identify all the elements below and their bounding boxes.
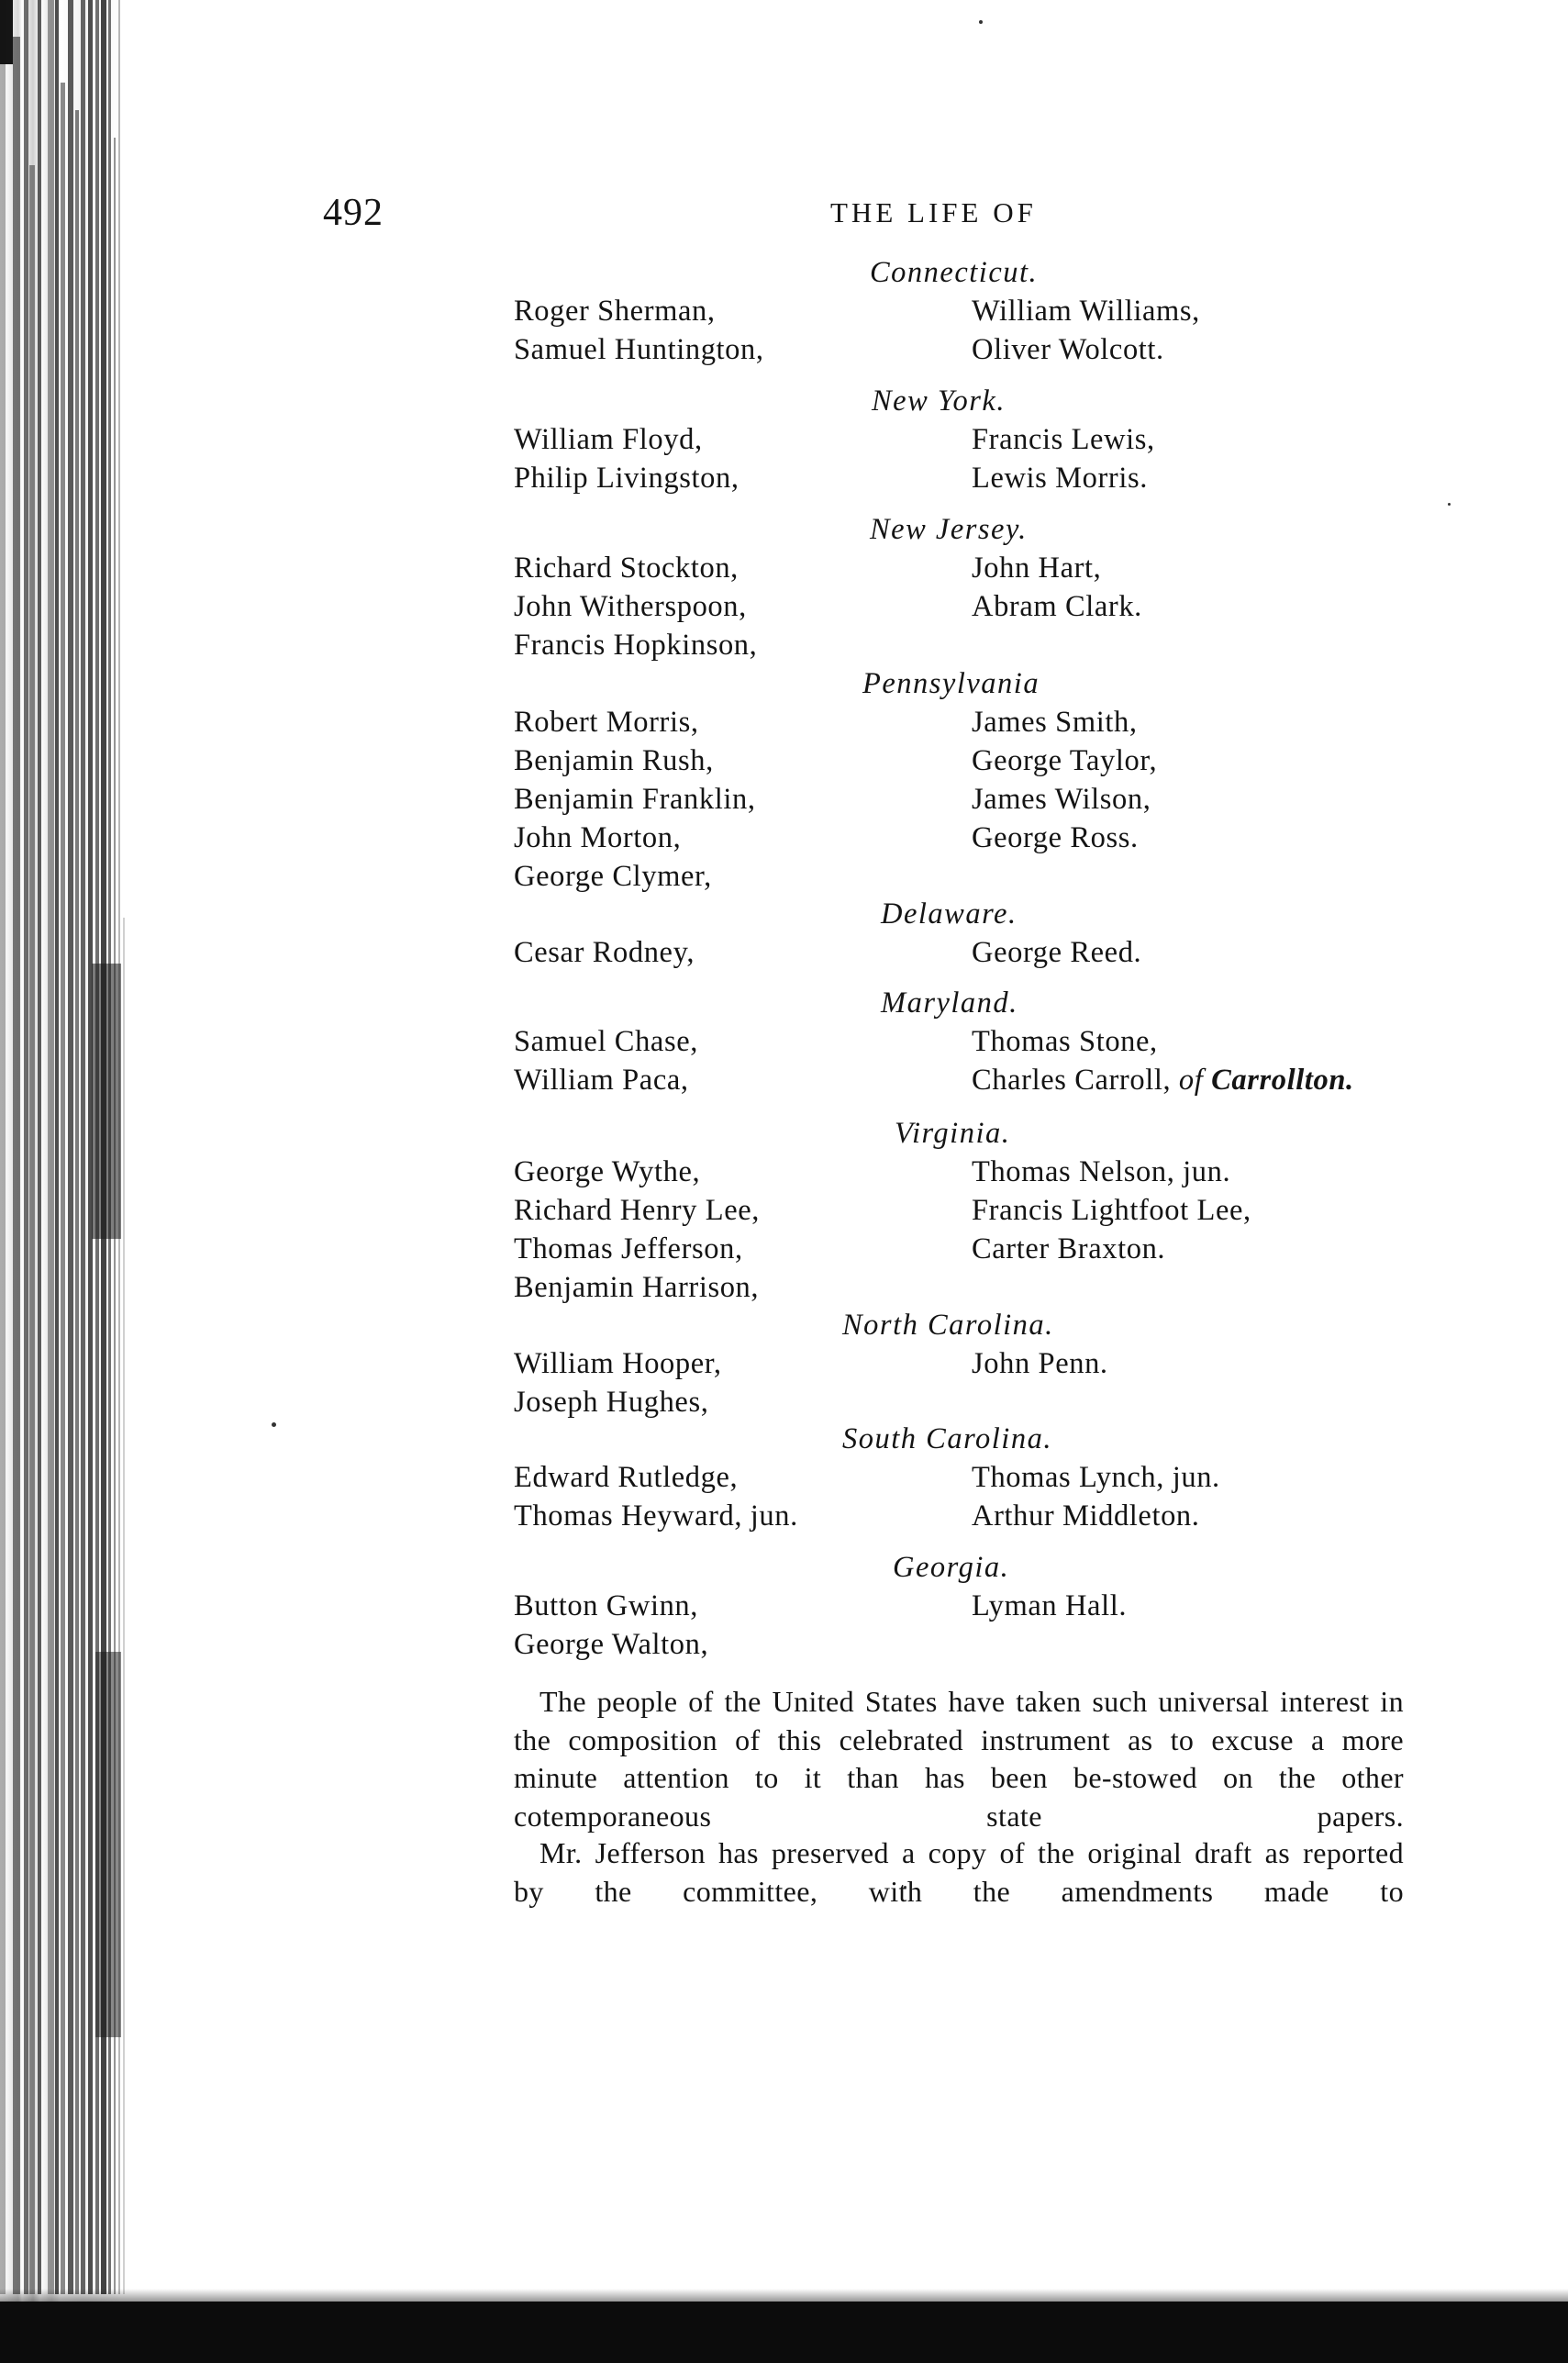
signer-name: George Clymer, [514, 860, 712, 893]
signer-name: John Morton, [514, 821, 682, 854]
signer-name: Robert Morris, [514, 706, 699, 739]
signer-name: Richard Henry Lee, [514, 1194, 760, 1227]
signer-name: William Williams, [972, 295, 1200, 328]
state-heading-new-jersey: New Jersey. [870, 513, 1028, 546]
signer-name: James Wilson, [972, 783, 1151, 816]
scan-speck [979, 20, 983, 24]
scan-speck [272, 1422, 276, 1427]
signer-name: Thomas Jefferson, [514, 1232, 743, 1265]
signer-name: William Paca, [514, 1064, 689, 1097]
signer-name-carroll [972, 1062, 1354, 1098]
body-paragraph: Mr. Jefferson has preserved a copy of the original draft as reported by the committee, with the amendments made to [514, 1836, 1404, 1908]
page-binding-edge [0, 0, 138, 2363]
signer-name: Philip Livingston, [514, 462, 740, 495]
state-heading-virginia: Virginia. [895, 1117, 1011, 1150]
signer-name: George Reed. [972, 936, 1142, 969]
signer-name: Cesar Rodney, [514, 936, 695, 969]
signer-name: Francis Lightfoot Lee, [972, 1194, 1251, 1227]
signer-name: Thomas Nelson, jun. [972, 1155, 1231, 1188]
signer-name: George Wythe, [514, 1155, 701, 1188]
signer-name: Carter Braxton. [972, 1232, 1166, 1265]
signer-name: George Taylor, [972, 744, 1158, 777]
state-heading-georgia: Georgia. [893, 1551, 1010, 1584]
signer-name: Arthur Middleton. [972, 1499, 1200, 1533]
signer-name: William Floyd, [514, 423, 703, 456]
signer-name: Joseph Hughes, [514, 1386, 709, 1419]
signer-name: William Hooper, [514, 1347, 722, 1380]
signer-name: Thomas Stone, [972, 1025, 1158, 1058]
signer-name: Oliver Wolcott. [972, 333, 1164, 366]
signer-name: Lewis Morris. [972, 462, 1148, 495]
signer-name: Francis Hopkinson, [514, 629, 758, 662]
signer-name: Francis Lewis, [972, 423, 1155, 456]
signer-name: Abram Clark. [972, 590, 1142, 623]
signer-name: Lyman Hall. [972, 1589, 1128, 1622]
state-heading-new-york: New York. [872, 385, 1006, 418]
signer-name: Roger Sherman, [514, 295, 716, 328]
signer-name: Samuel Chase, [514, 1025, 698, 1058]
signer-name: Benjamin Rush, [514, 744, 714, 777]
signer-name: James Smith, [972, 706, 1138, 739]
state-heading-delaware: Delaware. [881, 897, 1018, 931]
scan-bottom-edge [0, 2302, 1568, 2363]
signer-name: John Witherspoon, [514, 590, 747, 623]
scan-speck [1448, 503, 1451, 506]
signer-name: George Ross. [972, 821, 1139, 854]
state-heading-maryland: Maryland. [881, 986, 1018, 1020]
state-heading-north-carolina: North Carolina. [842, 1309, 1054, 1342]
running-head: THE LIFE OF [830, 196, 1037, 228]
signer-name: Thomas Heyward, jun. [514, 1499, 798, 1533]
signer-name: Benjamin Harrison, [514, 1271, 760, 1304]
body-paragraph: The people of the United States have taken such universal interest in the composition of this celebrated instrument as to excuse a more minute attention to it than has been be-stowed on the other cotemporaneous state papers. [514, 1685, 1404, 1833]
signer-name: Thomas Lynch, jun. [972, 1461, 1220, 1494]
carroll-name: Charles Carroll, [972, 1064, 1172, 1097]
signer-name: John Penn. [972, 1347, 1108, 1380]
signer-name: George Walton, [514, 1628, 709, 1661]
signer-name: Richard Stockton, [514, 552, 739, 585]
state-heading-south-carolina: South Carolina. [842, 1422, 1052, 1455]
state-heading-connecticut: Connecticut. [870, 256, 1039, 289]
signer-name: Button Gwinn, [514, 1589, 699, 1622]
signer-name: John Hart, [972, 552, 1102, 585]
signer-name: Benjamin Franklin, [514, 783, 756, 816]
carroll-of: of [1178, 1064, 1204, 1097]
signer-name: Samuel Huntington, [514, 333, 764, 366]
signer-name: Edward Rutledge, [514, 1461, 739, 1494]
carroll-place: Carrollton. [1211, 1064, 1354, 1097]
page-number: 492 [323, 192, 384, 234]
state-heading-pennsylvania: Pennsylvania [862, 667, 1040, 700]
